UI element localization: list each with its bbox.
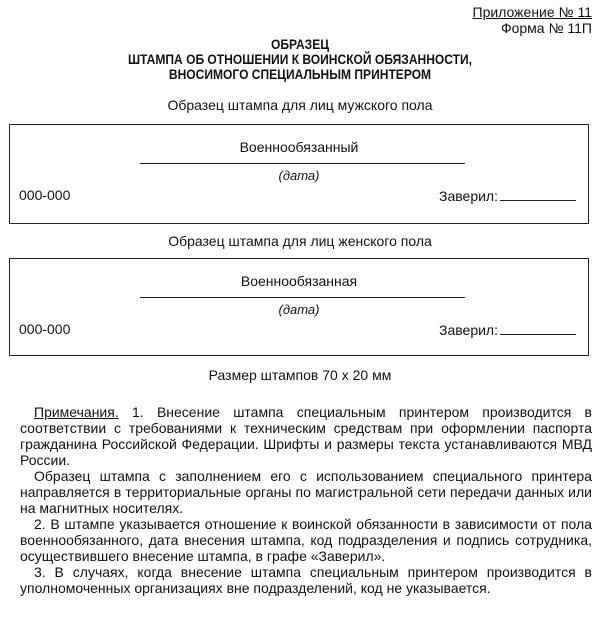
note-1-text: 1. Внесение штампа специальным принтером производится в соответствии с требованиями к техническим средствам при оформлении паспорта гражданина Российской Федерации. Шрифты и размеры текста устанавливаются МВД России.	[20, 404, 592, 468]
male-signature-line	[500, 187, 576, 201]
female-stamp-label: Военнообязанная	[240, 273, 358, 289]
male-stamp-date: (дата)	[278, 168, 320, 183]
female-stamp-date: (дата)	[278, 302, 320, 317]
female-stamp-box	[9, 258, 589, 356]
female-stamp-date-line	[140, 297, 465, 298]
male-stamp-code: 000-000	[19, 187, 71, 203]
stamp-size-note: Размер штампов 70 х 20 мм	[208, 367, 392, 383]
note-paragraph-1	[20, 404, 592, 468]
note-paragraph-4: 3. В случаях, когда внесение штампа специальным принтером производится в уполномоченных организациях вне подразделений, код не указывается.	[20, 564, 592, 596]
female-signature-line	[500, 321, 576, 335]
male-stamp-certified	[439, 187, 576, 204]
note-paragraph-2: Образец штампа с заполнением его с использованием специального принтера направляется в территориальные органы по магистральной сети передачи данных или на магнитных носителях.	[20, 468, 592, 516]
male-stamp-label: Военнообязанный	[239, 139, 359, 155]
appendix-header	[473, 4, 592, 36]
appendix-label: Приложение № 11	[472, 4, 592, 20]
title-line-2: ШТАМПА ОБ ОТНОШЕНИИ К ВОИНСКОЙ ОБЯЗАННОСТИ,	[127, 51, 473, 67]
male-stamp-box	[9, 124, 589, 224]
female-stamp-code: 000-000	[19, 321, 71, 337]
form-number: Форма № 11П	[500, 20, 592, 36]
male-stamp-date-line	[140, 163, 465, 164]
title-line-1: ОБРАЗЕЦ	[270, 36, 330, 52]
title-line-3: ВНОСИМОГО СПЕЦИАЛЬНЫМ ПРИНТЕРОМ	[168, 66, 432, 82]
document-title	[42, 37, 558, 82]
note-paragraph-3: 2. В штампе указывается отношение к воинской обязанности в зависимости от пола военнообязанного, дата внесения штампа, код подразделения и подпись сотрудника, осуществившего внесение штампа, в графе «Заверил».	[20, 516, 592, 564]
male-stamp-caption: Образец штампа для лиц мужского пола	[167, 97, 433, 113]
notes-heading: Примечания.	[34, 404, 119, 420]
female-stamp-caption: Образец штампа для лиц женского пола	[168, 233, 432, 249]
female-stamp-certified	[439, 321, 576, 338]
female-certified-label: Заверил:	[439, 322, 498, 338]
notes-section	[20, 404, 592, 596]
male-certified-label: Заверил:	[439, 188, 498, 204]
